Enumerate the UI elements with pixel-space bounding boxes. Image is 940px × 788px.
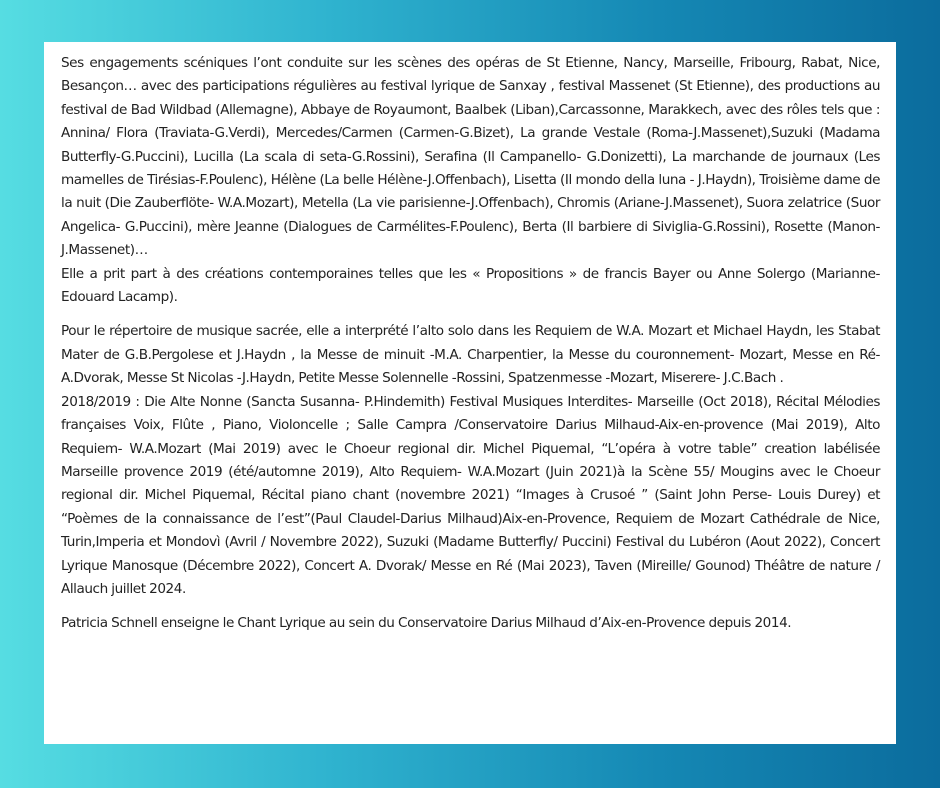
text-card	[44, 42, 896, 744]
paragraph-teaching: Patricia Schnell enseigne le Chant Lyrique au sein du Conservatoire Darius Milhaud d’Aix-en-Provence depuis 2014.	[61, 615, 792, 632]
paragraph-recent-engagements: 2018/2019 : Die Alte Nonne (Sancta Susanna- P.Hindemith) Festival Musiques Interdites- Marseille (Oct 2018), Récital Mélodies françaises Voix, Flûte , Piano, Violoncelle ; Salle Campra /Conservatoire Darius Milhaud-Aix-en-provence (Mai 2019), Alto Requiem- W.A.Mozart (Mai 2019) avec le Choeur regional dir. Michel Piquemal, “L’opéra à votre table” creation labélisée Marseille provence 2019 (été/automne 2019), Alto Requiem- W.A.Mozart (Juin 2021)à la Scène 55/ Mougins avec le Choeur regional dir. Michel Piquemal, Récital piano chant (novembre 2021) “Images à Crusoé ” (Saint John Perse- Louis Durey) et “Poèmes de la connaissance de l’est”(Paul Claudel-Darius Milhaud)Aix-en-Provence, Requiem de Mozart Cathédrale de Nice, Turin,Imperia et Mondovì (Avril / Novembre 2022), Suzuki (Madame Butterfly/ Puccini) Festival du Lubéron (Aout 2022), Concert Lyrique Manosque (Décembre 2022), Concert A. Dvorak/ Messe en Ré (Mai 2023), Taven (Mireille/ Gounod) Théâtre de nature / Allauch juillet 2024.	[61, 393, 880, 597]
paragraph-sacred-music: Pour le répertoire de musique sacrée, elle a interprété l’alto solo dans les Requiem de W.A. Mozart et Michael Haydn, les Stabat Mater de G.B.Pergolese et J.Haydn , la Messe de minuit -M.A. Charpentier, la Messe du couronnement- Mozart, Messe en Ré-A.Dvorak, Messe St Nicolas -J.Haydn, Petite Messe Solennelle -Rossini, Spatzenmesse -Mozart, Miserere- J.C.Bach .	[61, 323, 880, 387]
paragraph-contemporary-creations: Elle a prit part à des créations contemporaines telles que les « Propositions » de francis Bayer ou Anne Solergo (Marianne- Edouard Lacamp).	[61, 265, 880, 306]
paragraph-stage-career: Ses engagements scéniques l’ont conduite sur les scènes des opéras de St Etienne, Nancy, Marseille, Fribourg, Rabat, Nice, Besançon… avec des participations régulières au festival lyrique de Sanxay , festival Massenet (St Etienne), des productions au festival de Bad Wildbad (Allemagne), Abbaye de Royaumont, Baalbek (Liban),Carcassonne, Marakkech, avec des rôles tels que : Annina/ Flora (Traviata-G.Verdi), Mercedes/Carmen (Carmen-G.Bizet), La grande Vestale (Roma-J.Massenet),Suzuki (Madama Butterfly-G.Puccini), Lucilla (La scala di seta-G.Rossini), Serafina (Il Campanello- G.Donizetti), La marchande de journaux (Les mamelles de Tirésias-F.Poulenc), Hélène (La belle Hélène-J.Offenbach), Lisetta (Il mondo della luna - J.Haydn), Troisième dame de la nuit (Die Zauberflöte- W.A.Mozart), Metella (La vie parisienne-J.Offenbach), Chromis (Ariane-J.Massenet), Suora zelatrice (Suor Angelica- G.Puccini), mère Jeanne (Dialogues de Carmélites-F.Poulenc), Berta (Il barbiere di Siviglia-G.Rossini), Rosette (Manon-J.Massenet)…	[61, 55, 880, 259]
